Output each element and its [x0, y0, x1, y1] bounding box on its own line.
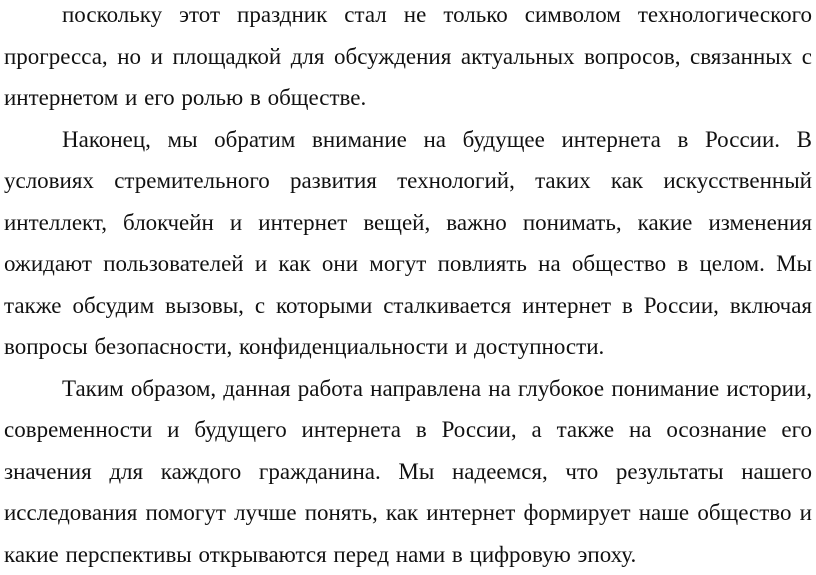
paragraph-line: интеллект, блокчейн и интернет вещей, важно понимать, какие изменения — [4, 202, 812, 244]
paragraph-line: ожидают пользователей и как они могут повлиять на общество в целом. Мы — [4, 243, 812, 285]
paragraph-3 — [4, 368, 812, 575]
paragraph-line: современности и будущего интернета в России, а также на осознание его — [4, 409, 812, 451]
paragraph-line: прогресса, но и площадкой для обсуждения актуальных вопросов, связанных с — [4, 36, 812, 78]
paragraph-line: поскольку этот праздник стал не только символом технологического — [4, 0, 812, 36]
document-body — [4, 0, 812, 575]
paragraph-line: условиях стремительного развития технологий, таких как искусственный — [4, 160, 812, 202]
paragraph-1 — [4, 0, 812, 119]
paragraph-line: значения для каждого гражданина. Мы надеемся, что результаты нашего — [4, 451, 812, 493]
paragraph-line: вопросы безопасности, конфиденциальности и доступности. — [4, 326, 812, 368]
paragraph-line: исследования помогут лучше понять, как интернет формирует наше общество и — [4, 492, 812, 534]
paragraph-2 — [4, 119, 812, 368]
paragraph-line: также обсудим вызовы, с которыми сталкивается интернет в России, включая — [4, 285, 812, 327]
paragraph-line: Таким образом, данная работа направлена на глубокое понимание истории, — [4, 368, 812, 410]
paragraph-line: интернетом и его ролью в обществе. — [4, 77, 812, 119]
paragraph-line: какие перспективы открываются перед нами в цифровую эпоху. — [4, 534, 812, 575]
paragraph-line: Наконец, мы обратим внимание на будущее интернета в России. В — [4, 119, 812, 161]
